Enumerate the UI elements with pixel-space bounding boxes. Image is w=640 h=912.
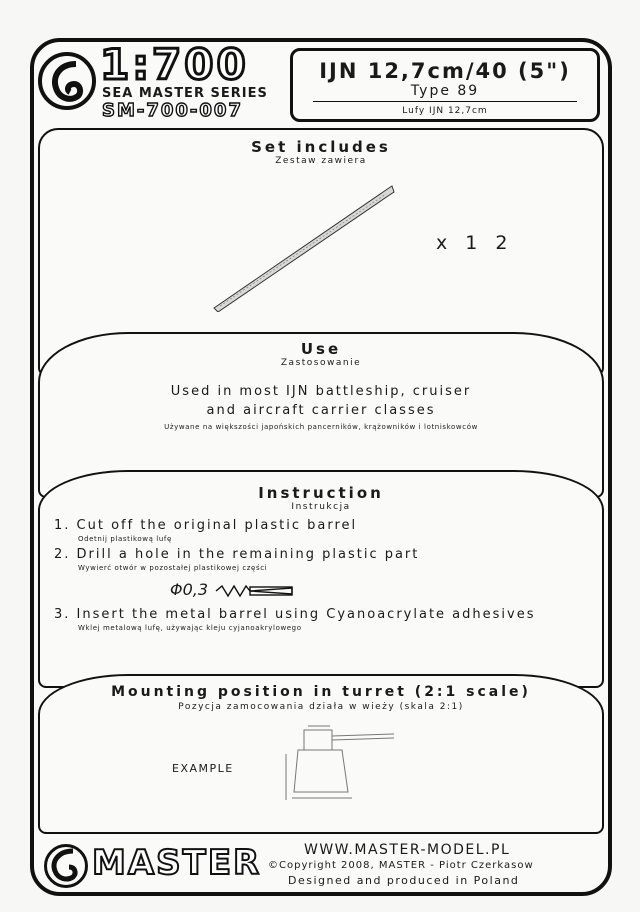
instruction-subtitle: Instrukcja [291,502,351,512]
step-1-number: 1. [54,518,71,533]
footer-logo-icon [44,844,88,888]
barrel-illustration [210,182,400,312]
product-subtitle-pl: Lufy IJN 12,7cm [402,106,488,116]
footer-url[interactable]: WWW.MASTER-MODEL.PL [304,842,511,858]
instruction-title: Instruction [258,484,384,502]
footer-made-in: Designed and produced in Poland [288,874,520,887]
drill-bit-icon [214,584,294,598]
instruction-panel [38,470,604,688]
series-label: SEA MASTER SERIES [102,86,268,101]
product-type: Type 89 [410,83,480,99]
footer-brand: MASTER [92,843,262,883]
use-line-pl: Używane na większości japońskich pancerników, krążowników i lotniskowców [164,423,478,431]
step-1-text: Cut off the original plastic barrel [76,518,358,533]
mounting-title: Mounting position in turret (2:1 scale) [111,684,531,700]
title-divider [313,101,577,102]
use-line-2: and aircraft carrier classes [206,403,436,418]
step-3-number: 3. [54,607,71,622]
turret-illustration [282,712,402,808]
use-subtitle: Zastosowanie [280,358,362,368]
set-includes-title: Set includes [251,138,391,156]
quantity-label: x 1 2 [436,232,514,254]
step-3-text: Insert the metal barrel using Cyanoacrylate adhesives [76,607,536,622]
drill-size-label: Φ0,3 [170,580,209,599]
title-box [290,48,600,122]
master-logo-icon [38,52,96,110]
use-title: Use [300,340,342,358]
product-title: IJN 12,7cm/40 (5") [319,59,571,83]
step-1-pl: Odetnij plastikową lufę [78,535,172,543]
example-label: EXAMPLE [172,762,234,775]
product-code: SM-700-007 [102,100,243,121]
scale-label: 1:700 [100,40,249,89]
step-3-pl: Wklej metalową lufę, używając kleju cyjanoakrylowego [78,624,302,632]
mounting-subtitle: Pozycja zamocowania działa w wieży (skala 2:1) [178,702,464,712]
use-line-1: Used in most IJN battleship, cruiser [170,384,472,399]
set-includes-subtitle: Zestaw zawiera [275,156,367,166]
step-2-pl: Wywierć otwór w pozostałej plastikowej części [78,564,268,572]
footer-copyright: ©Copyright 2008, MASTER - Piotr Czerkasow [268,860,534,871]
step-2-number: 2. [54,547,71,562]
step-2-text: Drill a hole in the remaining plastic part [76,547,420,562]
